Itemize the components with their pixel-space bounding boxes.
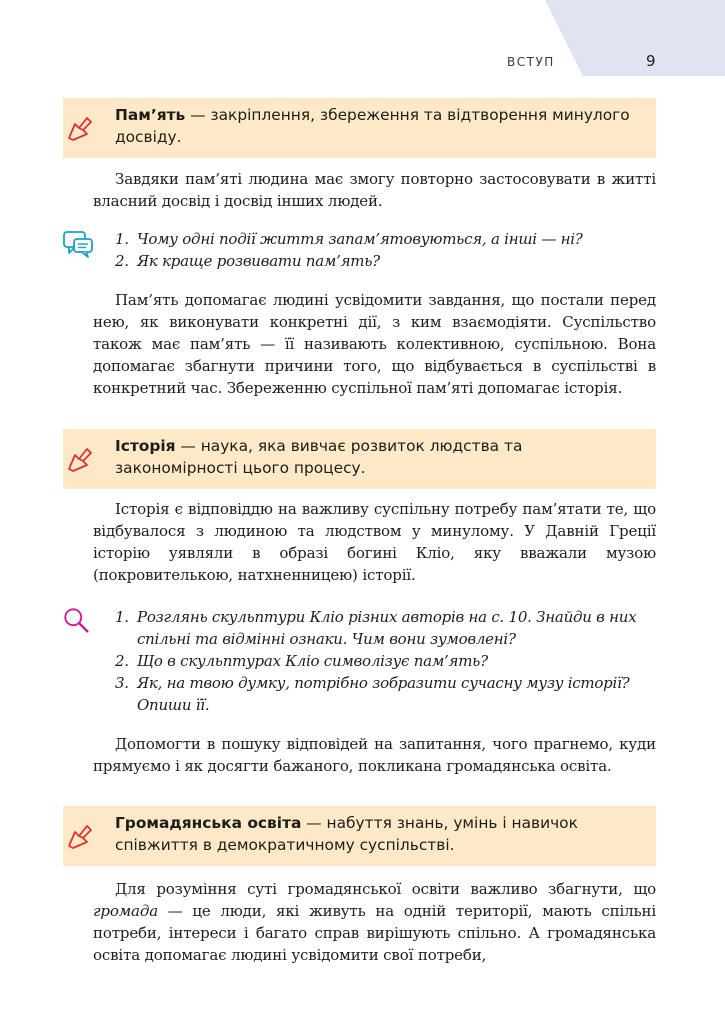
definition-term: Історія: [115, 437, 176, 455]
question-item: [115, 250, 660, 272]
paragraph-history: Історія є відповіддю на важливу суспільну потребу пам’ятати те, що відбувалося з людиною та людством у минулому. У Давній Греції історію уявляли в образі богині Кліо, яку вважали музою (покровителькою, натхненницею) історії.: [93, 500, 656, 584]
pointing-hand-icon: [65, 112, 95, 142]
paragraph-civic-intro: Допомогти в пошуку відповідей на запитання, чого прагнемо, куди прямуємо і як досягти бажаного, покликана громадянська освіта.: [93, 735, 656, 775]
emphasized-term: громада: [93, 902, 158, 920]
research-questions: [115, 606, 660, 716]
header-corner-tab: [545, 0, 725, 76]
question-item: [115, 650, 660, 672]
magnifier-icon: [62, 606, 92, 636]
question-item: [115, 606, 660, 650]
paragraph-memory-role: Пам’ять допомагає людині усвідомити завдання, що постали перед нею, як виконувати конкретні дії, з ким взаємодіяти. Суспільство також має пам’ять — її називають колективною, суспільною. Вона допомагає збагнути причини того, що відбувається в суспільстві в конкретний час. Збереженню суспільної пам’яті допомагає історія.: [93, 291, 656, 397]
question-number: 1.: [115, 608, 129, 626]
pointing-hand-icon: [65, 443, 95, 473]
question-number: 1.: [115, 230, 129, 248]
definition-term: Громадянська освіта: [115, 814, 302, 832]
definition-text: — наука, яка вивчає розвиток людства та закономірності цього процесу.: [115, 437, 523, 477]
question-text: Що в скульптурах Кліо символізує пам’ять?: [137, 652, 488, 670]
section-title: ВСТУП: [507, 55, 555, 69]
question-text: Як краще розвивати пам’ять?: [137, 252, 380, 270]
question-number: 2.: [115, 252, 129, 270]
paragraph-civic: [93, 878, 656, 966]
question-text: Як, на твою думку, потрібно зобразити сучасну музу історії? Опиши її.: [137, 674, 630, 714]
speech-bubbles-icon: [62, 229, 94, 261]
pointing-hand-icon: [65, 820, 95, 850]
discussion-questions: [115, 228, 660, 272]
question-number: 3.: [115, 674, 129, 692]
question-number: 2.: [115, 652, 129, 670]
question-item: [115, 228, 660, 250]
definition-civic-education: [63, 806, 656, 866]
paragraph-text: Для розуміння суті громадянської освіти важливо збагнути, що: [115, 880, 656, 898]
paragraph-text: — це люди, які живуть на одній території, мають спільні потреби, інтереси і багато справ вирішують спільно. А громадянська освіта допомагає людині усвідомити свої потреби,: [93, 902, 656, 964]
definition-text: — закріплення, збереження та відтворення минулого досвіду.: [115, 106, 630, 146]
definition-term: Пам’ять: [115, 106, 186, 124]
definition-history: [63, 429, 656, 489]
definition-text: — набуття знань, умінь і навичок співжиття в демократичному суспільстві.: [115, 814, 578, 854]
page-number: 9: [646, 52, 656, 70]
paragraph-memory-intro: Завдяки пам’яті людина має змогу повторно застосовувати в житті власний досвід і досвід інших людей.: [93, 170, 656, 210]
definition-memory: [63, 98, 656, 158]
question-text: Розглянь скульптури Кліо різних авторів на с. 10. Знайди в них спільні та відмінні ознаки. Чим вони зумовлені?: [137, 608, 637, 648]
question-item: [115, 672, 660, 716]
question-text: Чому одні події життя запам’ятовуються, а інші — ні?: [137, 230, 583, 248]
